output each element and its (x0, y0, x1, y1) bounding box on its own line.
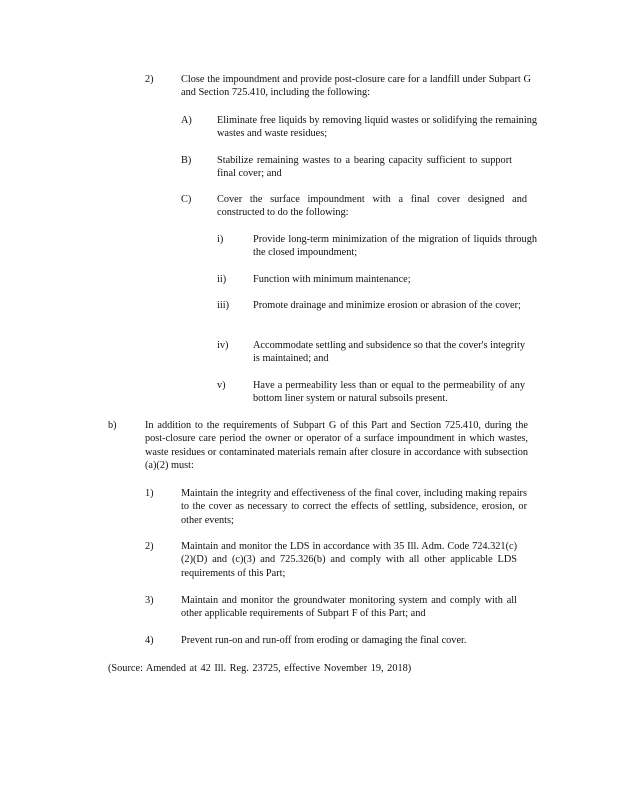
item-label: 4) (145, 635, 154, 646)
item-b3 (145, 594, 517, 621)
item-label: i) (217, 234, 224, 245)
item-a2-C-i (217, 233, 537, 260)
item-a2-C (181, 193, 527, 220)
item-a2-A (181, 114, 537, 141)
item-label: 2) (145, 541, 154, 552)
item-b4 (145, 634, 521, 647)
item-text: Provide long-term minimization of the migration of liquids through the closed impoundment; (253, 234, 537, 259)
item-label: 2) (145, 74, 154, 85)
item-text: Function with minimum maintenance; (253, 274, 411, 285)
item-label: iv) (217, 340, 229, 351)
item-b (108, 419, 528, 472)
item-label: C) (181, 194, 192, 205)
item-label: 3) (145, 595, 154, 606)
item-label: B) (181, 155, 192, 166)
item-a2-C-v (217, 379, 525, 406)
item-a2-C-iii (217, 299, 537, 312)
item-text: Maintain the integrity and effectiveness of the final cover, including making repairs to the cover as necessary to correct the effects of settling, subsidence, erosion, or other events; (181, 488, 527, 526)
item-text: Prevent run-on and run-off from eroding or damaging the final cover. (181, 635, 467, 646)
item-label: A) (181, 115, 192, 126)
source-note: (Source: Amended at 42 Ill. Reg. 23725, effective November 19, 2018) (108, 663, 412, 674)
item-b1 (145, 487, 527, 527)
item-a2 (145, 73, 531, 100)
item-text: In addition to the requirements of Subpart G of this Part and Section 725.410, during the post-closure care period the owner or operator of a surface impoundment in which wastes, waste residues or contaminated materials remain after closure in accordance with subsection (a)(2) must: (145, 420, 528, 471)
item-a2-C-iv (217, 339, 525, 366)
item-label: v) (217, 380, 226, 391)
item-text: Accommodate settling and subsidence so that the cover's integrity is maintained; and (253, 340, 525, 365)
item-text: Cover the surface impoundment with a final cover designed and constructed to do the following: (217, 194, 527, 219)
item-text: Close the impoundment and provide post-closure care for a landfill under Subpart G and Section 725.410, including the following: (181, 74, 531, 99)
item-a2-C-ii (217, 273, 537, 286)
item-text: Maintain and monitor the groundwater monitoring system and comply with all other applicable requirements of Subpart F of this Part; and (181, 595, 517, 620)
item-text: Stabilize remaining wastes to a bearing capacity sufficient to support final cover; and (217, 155, 512, 180)
item-label: ii) (217, 274, 227, 285)
item-label: 1) (145, 488, 154, 499)
item-text: Have a permeability less than or equal to the permeability of any bottom liner system or natural subsoils present. (253, 380, 525, 405)
item-label: iii) (217, 300, 230, 311)
item-text: Maintain and monitor the LDS in accordance with 35 Ill. Adm. Code 724.321(c)(2)(D) and (c)(3) and 725.326(b) and comply with all other applicable LDS requirements of this Part; (181, 541, 517, 579)
item-a2-B (181, 154, 512, 181)
item-b2 (145, 540, 517, 580)
item-text: Promote drainage and minimize erosion or abrasion of the cover; (253, 300, 521, 311)
item-text: Eliminate free liquids by removing liquid wastes or solidifying the remaining wastes and waste residues; (217, 115, 537, 140)
item-label: b) (108, 420, 117, 431)
